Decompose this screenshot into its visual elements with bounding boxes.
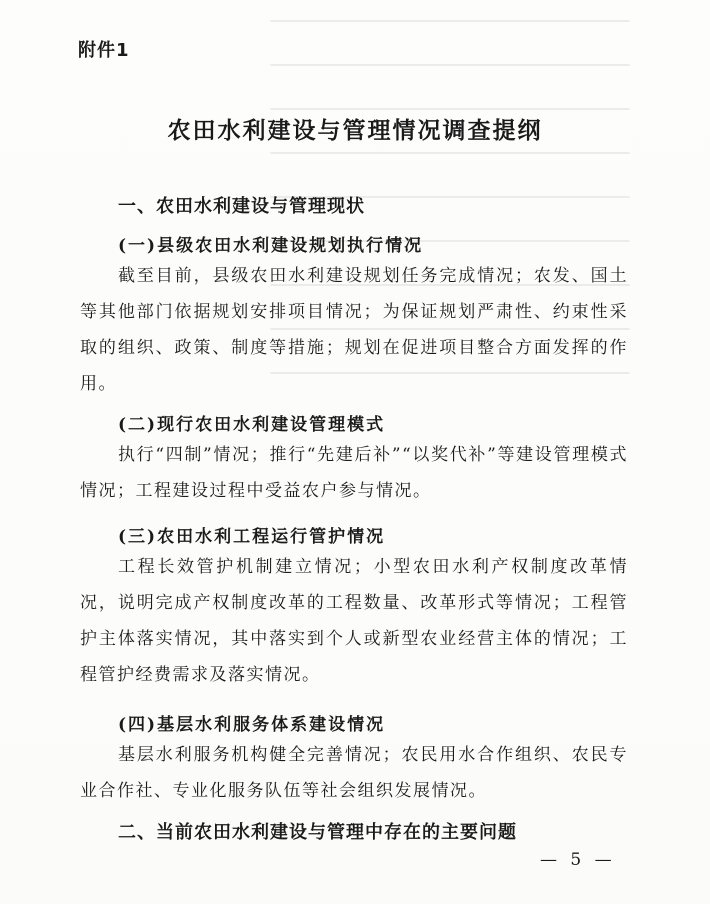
document-title: 农田水利建设与管理情况调查提纲	[167, 118, 543, 144]
page-number: — 5 —	[540, 850, 616, 870]
subsection-body-3: 工程长效管护机制建立情况；小型农田水利产权制度改革情况，说明完成产权制度改革的工程数量、改革形式等情况；工程管护主体落实情况，其中落实到个人或新型农业经营主体的情况；工程管护经费需求及落实情况。	[80, 557, 628, 685]
subsection-heading-2: (二)现行农田水利建设管理模式	[118, 415, 386, 435]
subsection-body-1: 截至目前，县级农田水利建设规划任务完成情况；农发、国土等其他部门依据规划安排项目情况；为保证规划严肃性、约束性采取的组织、政策、制度等措施；规划在促进项目整合方面发挥的作用。	[80, 266, 628, 394]
section-heading-2: 二、当前农田水利建设与管理中存在的主要问题	[118, 822, 517, 843]
subsection-body-4: 基层水利服务机构健全完善情况；农民用水合作组织、农民专业合作社、专业化服务队伍等社会组织发展情况。	[80, 745, 628, 801]
section-heading-1: 一、农田水利建设与管理现状	[118, 196, 365, 217]
subsection-heading-1: (一)县级农田水利建设规划执行情况	[118, 236, 424, 256]
subsection-heading-3: (三)农田水利工程运行管护情况	[118, 527, 386, 547]
subsection-heading-4: (四)基层水利服务体系建设情况	[118, 715, 386, 735]
attachment-label: 附件1	[78, 40, 130, 61]
subsection-body-2: 执行“四制”情况；推行“先建后补”“以奖代补”等建设管理模式情况；工程建设过程中受益农户参与情况。	[80, 445, 628, 501]
